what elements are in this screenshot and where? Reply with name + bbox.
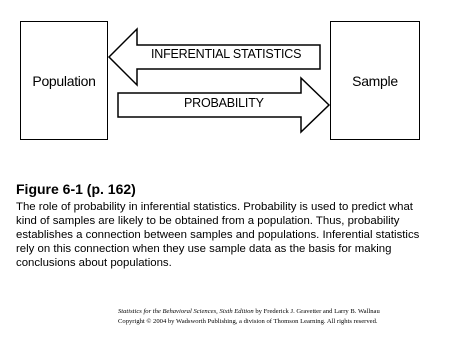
figure-title: Figure 6-1 (p. 162) — [16, 181, 136, 197]
book-authors: by Frederick J. Gravetter and Larry B. Wallnau — [253, 308, 380, 315]
copyright-notice: Copyright © 2004 by Wadsworth Publishing, a division of Thomson Learning. All rights reserved. — [118, 318, 378, 325]
inferential-statistics-label: INFERENTIAL STATISTICS — [151, 47, 302, 61]
figure-caption: The role of probability in inferential statistics. Probability is used to predict what kind of samples are likely to be obtained from a population. Thus, probability establishes a connection between samples and populations. Inferential statistics rely on this connection when they use sample data as the basis for making conclusions about populations. — [16, 201, 420, 269]
credit-source — [118, 307, 440, 317]
credit-line — [118, 307, 440, 327]
population-label: Population — [32, 72, 96, 89]
sample-label: Sample — [352, 72, 398, 89]
probability-label: PROBABILITY — [184, 96, 264, 110]
book-title: Statistics for the Behavioral Sciences, Sixth Edition — [118, 308, 254, 315]
